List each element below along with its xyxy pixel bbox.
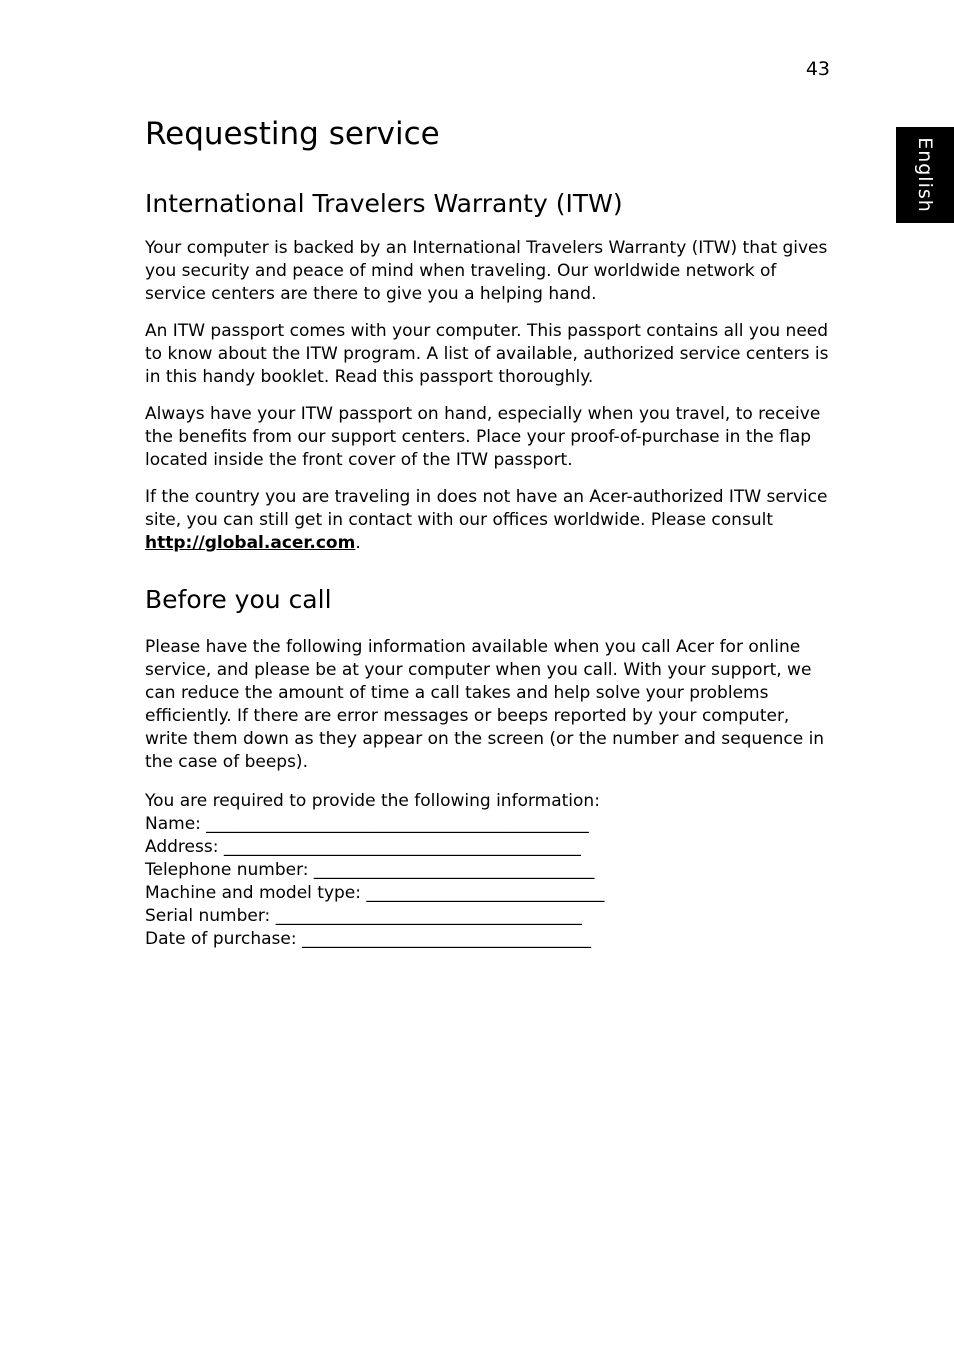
page-title: Requesting service xyxy=(145,116,440,152)
language-tab-label: English xyxy=(914,137,936,213)
field-date-of-purchase: Date of purchase: __________________________________ xyxy=(145,929,591,949)
itw-paragraph-4-end: . xyxy=(355,533,361,553)
itw-paragraph-4-text: If the country you are traveling in does not have an Acer-authorized ITW service site, you can still get in contact with our offices worldwide. Please consult xyxy=(145,487,828,530)
info-form xyxy=(145,790,835,951)
field-machine-model: Machine and model type: ____________________________ xyxy=(145,883,605,903)
field-telephone: Telephone number: _________________________________ xyxy=(145,860,595,880)
field-name: Name: _____________________________________________ xyxy=(145,814,589,834)
before-you-call-paragraph: Please have the following information available when you call Acer for online service, and please be at your computer when you call. With your support, we can reduce the amount of time a call takes and help solve your problems efficiently. If there are error messages or beeps reported by your computer, write them down as they appear on the screen (or the number and sequence in the case of beeps). xyxy=(145,637,825,772)
before-you-call-heading: Before you call xyxy=(145,585,332,614)
field-serial-number: Serial number: ____________________________________ xyxy=(145,906,582,926)
itw-heading: International Travelers Warranty (ITW) xyxy=(145,189,623,218)
itw-paragraph-1: Your computer is backed by an International Travelers Warranty (ITW) that gives you security and peace of mind when traveling. Our worldwide network of service centers are there to give you a helping hand. xyxy=(145,238,828,304)
page-number: 43 xyxy=(805,58,830,80)
itw-paragraph-2: An ITW passport comes with your computer. This passport contains all you need to know about the ITW program. A list of available, authorized service centers is in this handy booklet. Read this passport thoroughly. xyxy=(145,321,829,387)
itw-paragraph-4 xyxy=(145,486,835,555)
acer-global-link[interactable]: http://global.acer.com xyxy=(145,533,356,553)
itw-paragraph-3: Always have your ITW passport on hand, especially when you travel, to receive the benefits from our support centers. Place your proof-of-purchase in the flap located inside the front cover of the ITW passport. xyxy=(145,404,821,470)
field-address: Address: __________________________________________ xyxy=(145,837,581,857)
info-intro: You are required to provide the following information: xyxy=(145,791,600,811)
language-tab xyxy=(896,127,954,223)
